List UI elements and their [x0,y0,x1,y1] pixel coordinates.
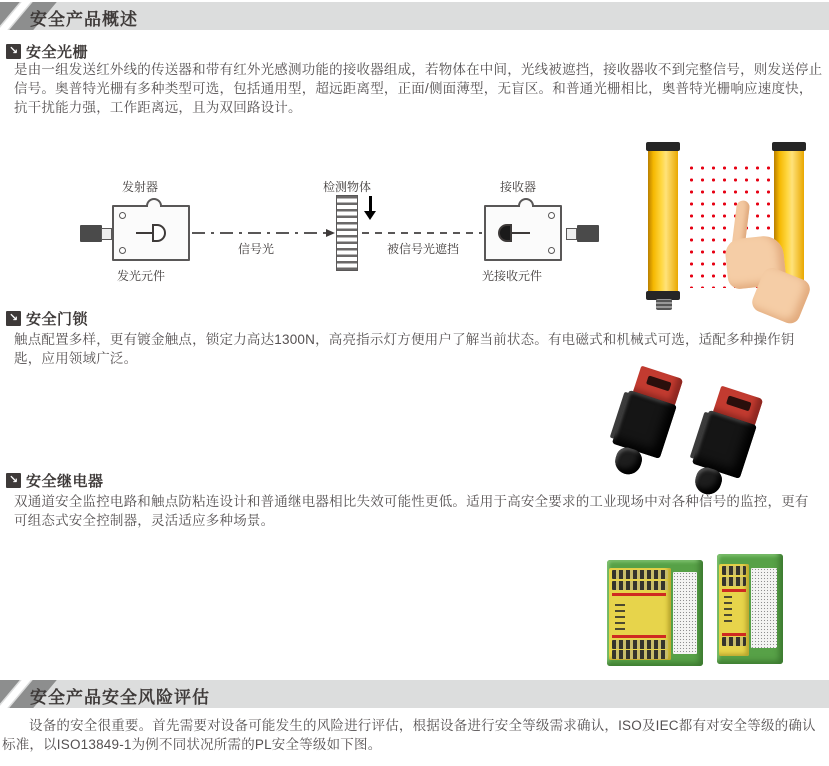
safety-relay-description: 双通道安全监控电路和触点防粘连设计和普通继电器相比失效可能性更低。适用于高安全要求的工业现场中对各种信号的监控，更有可组态式安全控制器，灵活适应多种场景。 [14,494,809,528]
sensor-bump [518,198,534,207]
terminal-row [722,637,746,646]
signal-beam-dashdot [192,232,327,234]
red-strip [722,633,746,636]
terminal-row [722,577,746,586]
bar-cap [646,142,680,151]
curtain-bar-left [648,146,678,296]
pointing-hand-illustration [712,193,820,322]
screw-hole [119,247,126,254]
beam-arrowhead-icon [326,229,335,237]
light-curtain-diagram [80,172,600,292]
transmitter-box [112,205,190,261]
terminal-row [612,650,668,659]
receiver-symbol-line [512,232,530,234]
signal-light-label: 信号光 [238,242,275,256]
risk-assessment-description: 设备的安全很重要。首先需要对设备可能发生的风险进行评估，根据设备进行安全等级需求确认，ISO及IEC都有对安全等级的确认标准，以ISO13849-1为例不同状况所需的PL安全等级如下图。 [2,718,816,752]
detect-object-label: 检测物体 [323,180,372,194]
relay-module-wide [607,560,703,666]
overview-section-header [0,2,829,30]
arrow-bullet-icon: ↘ [6,473,21,488]
terminal-row [612,570,668,579]
block-arrow-icon [369,196,372,211]
terminal-row [722,566,746,575]
arrow-bullet-icon: ↘ [6,311,21,326]
receiver-element-label: 光接收元件 [482,269,543,283]
safety-relay-title: 安全继电器 [26,473,104,490]
detect-object-shape [336,195,358,271]
light-curtain-description: 是由一组发送红外线的传送器和带有红外光感测功能的接收器组成，若物体在中间，光线被遮挡，接收器收不到完整信号，则发送停止信号。奥普特光栅有多种类型可选，包括通用型，超远距离型，正面/侧面薄型，无盲区。和普通光栅相比，奥普特光栅响应速度快，抗干扰能力强，工作距离远，且为双回路设计。 [14,62,823,115]
screw-hole [119,212,126,219]
arrow-bullet-icon: ↘ [6,44,21,59]
emitter-symbol [152,224,166,242]
risk-section-header [0,680,829,708]
receiver-box [484,205,562,261]
relay-module-slim [717,554,783,664]
receiver-plug-neck [566,228,577,240]
blocked-beam-dashed [362,232,482,234]
led-marks [724,596,732,622]
relay-side-label [751,568,777,648]
led-marks [615,600,625,630]
sensor-bump [146,198,162,207]
safety-relay-title-row [6,470,104,491]
light-curtain-title: 安全光栅 [26,44,89,61]
overview-header-title: 安全产品概述 [30,10,138,29]
blocked-label: 被信号光遮挡 [387,242,460,256]
relay-front-panel [719,564,749,656]
door-lock-product-image [595,368,805,496]
receiver-symbol [498,224,512,242]
safety-relay-product-image [605,548,805,678]
screw-hole [548,247,555,254]
light-curtain-title-row [6,41,88,62]
red-strip [612,593,666,596]
receiver-plug [577,225,599,242]
transmitter-plug-neck [101,228,112,240]
emitter-element-label: 发光元件 [117,269,166,283]
red-strip [612,635,666,638]
door-lock-description: 触点配置多样，更有镀金触点，锁定力高达1300N，高亮指示灯方便用户了解当前状态。有电磁式和机械式可选，适配多种操作钥匙，应用领域广泛。 [14,332,795,366]
door-lock-title-row [6,308,88,329]
key-slot [726,395,752,411]
door-lock-title: 安全门锁 [26,311,89,328]
receiver-label: 接收器 [500,180,537,194]
terminal-row [612,640,668,649]
screw-hole [548,212,555,219]
transmitter-plug [80,225,102,242]
light-curtain-product-image [640,138,812,314]
risk-header-title: 安全产品安全风险评估 [30,688,210,707]
terminal-row [612,581,668,590]
transmitter-label: 发射器 [122,180,159,194]
key-slot [646,375,672,391]
relay-front-panel [609,568,671,660]
red-strip [722,589,746,592]
block-arrow-icon [364,211,376,220]
bar-cap [772,142,806,151]
relay-side-label [673,572,697,654]
bar-connector [656,299,672,310]
